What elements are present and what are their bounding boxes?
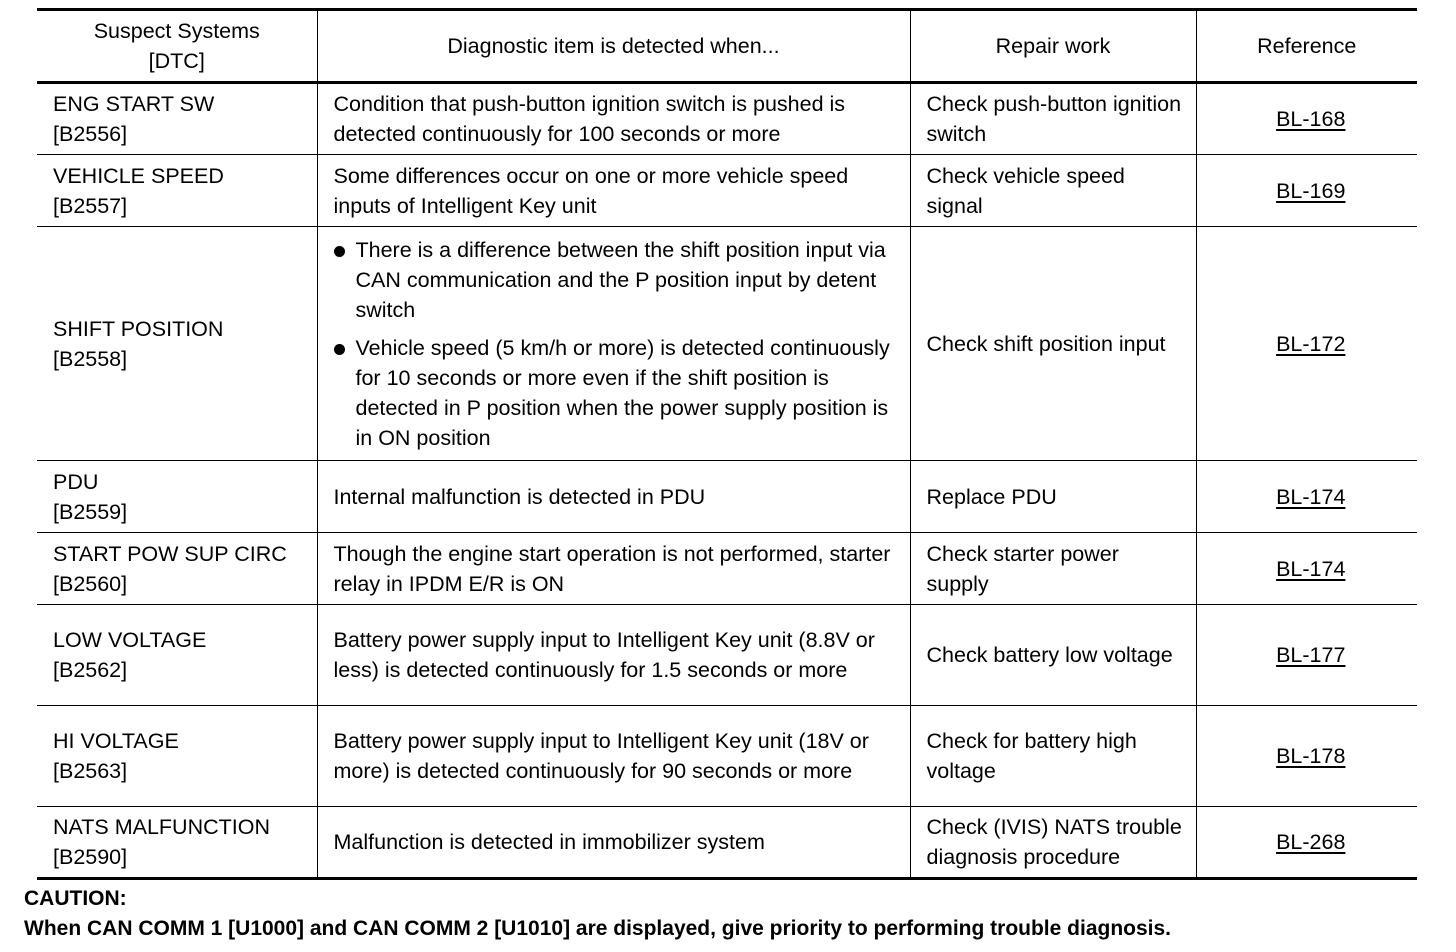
caution-note <box>24 884 1171 944</box>
table-row <box>37 155 1417 227</box>
table-row <box>37 227 1417 461</box>
dtc-code: [B2558] <box>53 346 128 371</box>
header-reference: Reference <box>1196 10 1417 83</box>
reference-link[interactable]: BL-177 <box>1276 643 1346 667</box>
suspect-system-cell <box>37 83 317 155</box>
suspect-system-cell <box>37 155 317 227</box>
table-row <box>37 533 1417 605</box>
suspect-system-cell <box>37 461 317 533</box>
detected-cell <box>317 227 910 461</box>
caution-label: CAUTION: <box>24 887 127 910</box>
dtc-code: [B2563] <box>53 759 128 783</box>
header-repair-work: Repair work <box>910 10 1196 83</box>
table-header-row <box>37 10 1417 83</box>
dtc-name: LOW VOLTAGE <box>53 628 207 652</box>
dtc-name: ENG START SW <box>53 92 215 116</box>
dtc-name: PDU <box>53 469 99 494</box>
suspect-system-cell <box>37 807 317 879</box>
reference-cell <box>1196 227 1417 461</box>
dtc-name: HI VOLTAGE <box>53 729 179 753</box>
dtc-name: SHIFT POSITION <box>53 316 224 341</box>
repair-cell: Check shift position input <box>910 227 1196 461</box>
detected-bullet-list <box>332 235 900 453</box>
suspect-system-cell <box>37 533 317 605</box>
detected-cell: Some differences occur on one or more vehicle speed inputs of Intelligent Key unit <box>317 155 910 227</box>
header-suspect-systems: Suspect Systems [DTC] <box>37 10 317 83</box>
dtc-name: VEHICLE SPEED <box>53 163 224 188</box>
suspect-system-cell <box>37 706 317 807</box>
reference-link[interactable]: BL-172 <box>1276 331 1346 356</box>
repair-cell: Check starter power supply <box>910 533 1196 605</box>
suspect-system-cell <box>37 227 317 461</box>
reference-cell <box>1196 605 1417 706</box>
reference-link[interactable]: BL-174 <box>1276 556 1346 581</box>
reference-cell <box>1196 706 1417 807</box>
reference-link[interactable]: BL-268 <box>1276 830 1346 854</box>
repair-cell: Check battery low voltage <box>910 605 1196 706</box>
list-item: There is a difference between the shift position input via CAN communication and the P position input by detent switch <box>332 235 900 325</box>
repair-cell: Check for battery high voltage <box>910 706 1196 807</box>
repair-cell: Check push-button ignition switch <box>910 83 1196 155</box>
reference-cell <box>1196 83 1417 155</box>
dtc-code: [B2560] <box>53 571 128 596</box>
repair-cell: Replace PDU <box>910 461 1196 533</box>
table-row <box>37 461 1417 533</box>
suspect-system-cell <box>37 605 317 706</box>
dtc-code: [B2556] <box>53 122 128 146</box>
repair-cell: Check vehicle speed signal <box>910 155 1196 227</box>
reference-cell <box>1196 461 1417 533</box>
detected-cell: Internal malfunction is detected in PDU <box>317 461 910 533</box>
detected-cell: Condition that push-button ignition switch is pushed is detected continuously for 100 seconds or more <box>317 83 910 155</box>
dtc-name: START POW SUP CIRC <box>53 541 287 566</box>
dtc-table <box>37 8 1417 880</box>
table-row <box>37 83 1417 155</box>
dtc-code: [B2590] <box>53 845 128 869</box>
detected-cell: Battery power supply input to Intelligent Key unit (8.8V or less) is detected continuously for 1.5 seconds or more <box>317 605 910 706</box>
header-detected-when: Diagnostic item is detected when... <box>317 10 910 83</box>
detected-cell: Malfunction is detected in immobilizer system <box>317 807 910 879</box>
reference-cell <box>1196 155 1417 227</box>
table-row <box>37 605 1417 706</box>
dtc-code: [B2559] <box>53 499 128 524</box>
caution-text: When CAN COMM 1 [U1000] and CAN COMM 2 [U1010] are displayed, give priority to performing trouble diagnosis. <box>24 917 1172 940</box>
detected-cell: Though the engine start operation is not performed, starter relay in IPDM E/R is ON <box>317 533 910 605</box>
table-row <box>37 706 1417 807</box>
dtc-name: NATS MALFUNCTION <box>53 815 270 839</box>
reference-link[interactable]: BL-174 <box>1276 484 1346 509</box>
list-item: Vehicle speed (5 km/h or more) is detected continuously for 10 seconds or more even if the shift position is detected in P position when the power supply position is in ON position <box>332 333 900 453</box>
reference-link[interactable]: BL-169 <box>1276 178 1346 203</box>
reference-cell <box>1196 533 1417 605</box>
repair-cell: Check (IVIS) NATS trouble diagnosis procedure <box>910 807 1196 879</box>
reference-link[interactable]: BL-178 <box>1276 744 1346 768</box>
dtc-code: [B2557] <box>53 193 128 218</box>
reference-cell <box>1196 807 1417 879</box>
dtc-code: [B2562] <box>53 658 128 682</box>
detected-cell: Battery power supply input to Intelligent Key unit (18V or more) is detected continuously for 90 seconds or more <box>317 706 910 807</box>
reference-link[interactable]: BL-168 <box>1276 107 1346 131</box>
table-row <box>37 807 1417 879</box>
